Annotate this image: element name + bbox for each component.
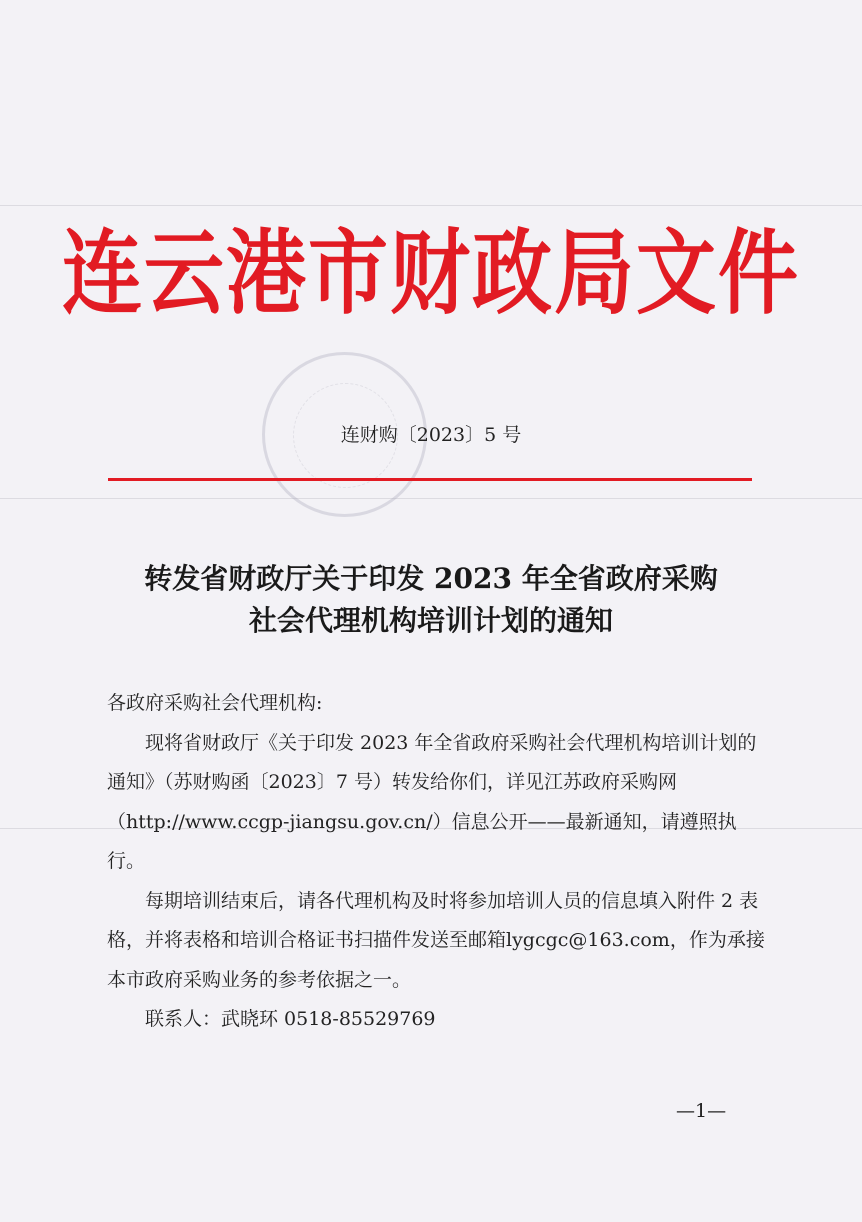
document-number: 连财购〔2023〕5 号 — [340, 424, 522, 446]
page-number: —1— — [676, 1100, 727, 1122]
document-subject — [80, 558, 782, 642]
contact-line: 联系人：武晓环 0518-85529769 — [145, 1008, 436, 1030]
document-body — [107, 684, 767, 1040]
document-header-title: 连云港市财政局文件 — [62, 218, 800, 328]
subject-line-1: 转发省财政厅关于印发 2023 年全省政府采购 — [144, 562, 718, 595]
subject-line-2: 社会代理机构培训计划的通知 — [248, 604, 613, 637]
red-divider-line — [108, 478, 752, 481]
body-paragraph-2: 每期培训结束后，请各代理机构及时将参加培训人员的信息填入附件 2 表格，并将表格和培训合格证书扫描件发送至邮箱lygcgc@163.com，作为承接本市政府采购业务的参考依据之一。 — [107, 889, 765, 991]
body-paragraph-1: 现将省财政厅《关于印发 2023 年全省政府采购社会代理机构培训计划的通知》（苏财购函〔2023〕7 号）转发给你们，详见江苏政府采购网（http://www.ccgp-jiangsu.gov.cn/）信息公开——最新通知，请遵照执行。 — [107, 731, 757, 872]
scan-streak — [0, 498, 862, 499]
scan-streak — [0, 205, 862, 206]
salutation: 各政府采购社会代理机构: — [107, 692, 323, 714]
